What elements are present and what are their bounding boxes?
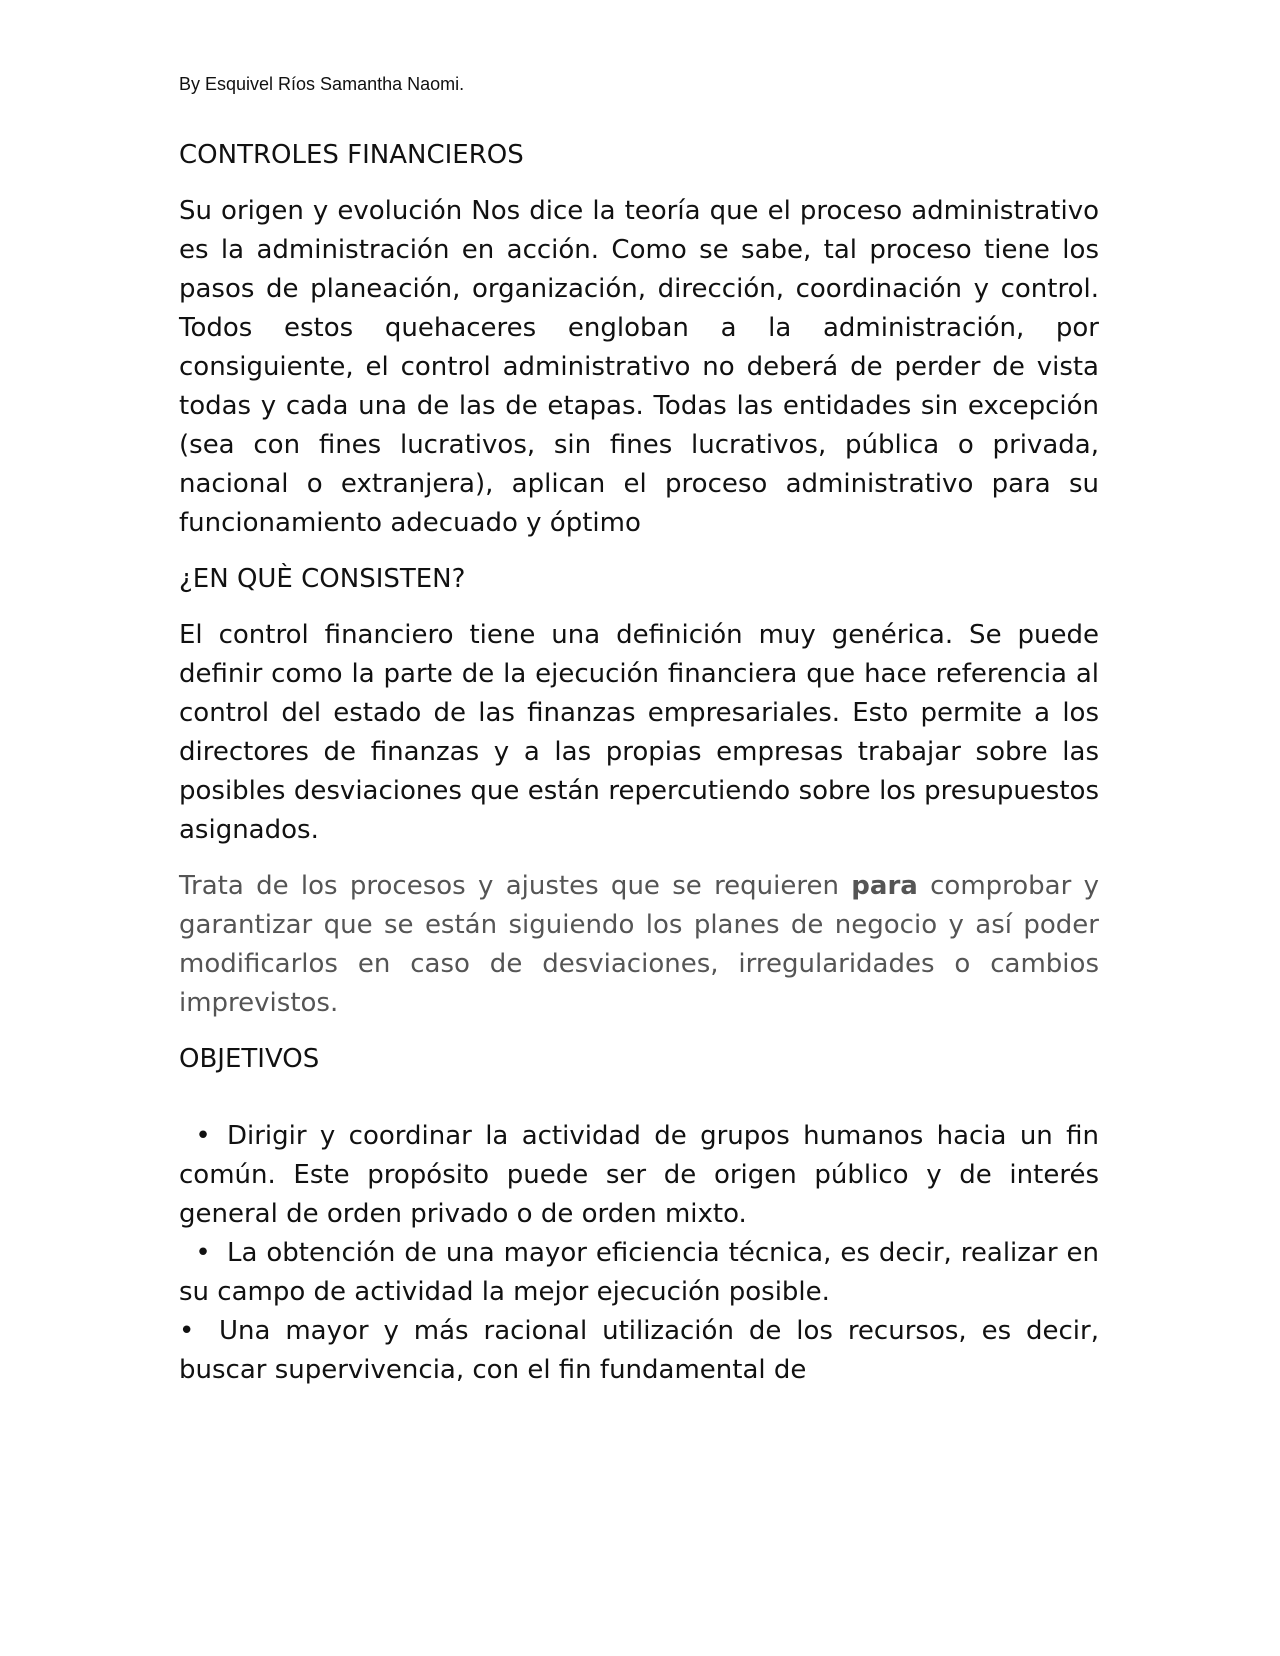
definition-paragraph: El control financiero tiene una definición muy genérica. Se puede definir como la parte de la ejecución financiera que hace referencia al control del estado de las finanzas empresariales. Esto permite a los directores de finanzas y a las propias empresas trabajar sobre las posibles desviaciones que están repercutiendo sobre los presupuestos asignados. [179, 620, 1099, 845]
question-heading: ¿EN QUÈ CONSISTEN? [179, 564, 466, 594]
intro-paragraph: Su origen y evolución Nos dice la teoría que el proceso administrativo es la administración en acción. Como se sabe, tal proceso tiene los pasos de planeación, organización, dirección, coordinación y control. Todos estos quehaceres engloban a la administración, por consiguiente, el control administrativo no deberá de perder de vista todas y cada una de las de etapas. Todas las entidades sin excepción (sea con fines lucrativos, sin fines lucrativos, pública o privada, nacional o extranjera), aplican el proceso administrativo para su funcionamiento adecuado y óptimo [179, 196, 1099, 538]
bullet-icon: • [195, 1238, 211, 1268]
bullet-icon: • [179, 1316, 195, 1346]
author-line: By Esquivel Ríos Samantha Naomi. [179, 74, 465, 94]
grey-paragraph-part-2: comprobar y garantizar que se están siguiendo los planes de negocio y así poder modificarlos en caso de desviaciones, irregularidades o cambios imprevistos. [179, 871, 1099, 1018]
objective-item [179, 1117, 1099, 1234]
grey-paragraph-part-1: Trata de los procesos y ajustes que se requieren [179, 871, 852, 901]
document-page [179, 70, 1099, 1390]
objective-item [179, 1312, 1099, 1390]
grey-paragraph-bold-word: para [851, 871, 918, 901]
bullet-icon: • [195, 1121, 211, 1151]
objectives-list [179, 1117, 1099, 1390]
document-title: CONTROLES FINANCIEROS [179, 140, 524, 170]
objective-item [179, 1234, 1099, 1312]
objective-text: La obtención de una mayor eficiencia técnica, es decir, realizar en su campo de actividad la mejor ejecución posible. [179, 1238, 1099, 1307]
objective-text: Una mayor y más racional utilización de los recursos, es decir, buscar supervivencia, con el fin fundamental de [179, 1316, 1099, 1385]
objectives-heading: OBJETIVOS [179, 1044, 320, 1074]
grey-paragraph [179, 867, 1099, 1023]
objective-text: Dirigir y coordinar la actividad de grupos humanos hacia un fin común. Este propósito puede ser de origen público y de interés general de orden privado o de orden mixto. [179, 1121, 1099, 1229]
